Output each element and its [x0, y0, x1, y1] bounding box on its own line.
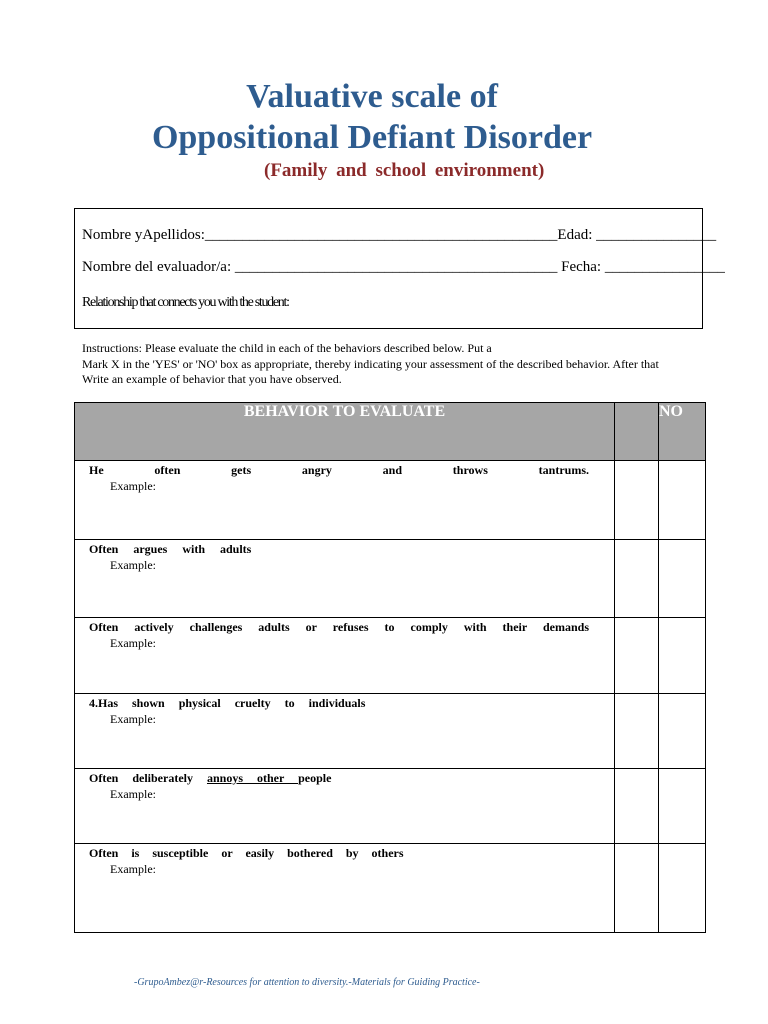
behavior-text: Often argues with adults — [89, 542, 252, 556]
yes-checkbox-cell[interactable] — [615, 694, 659, 769]
subtitle: (Family and school environment) — [264, 160, 545, 181]
date-blank[interactable]: ________________ — [604, 259, 725, 275]
instructions-line: Instructions: Please evaluate the child in each of the behaviors described below. Put a — [82, 341, 492, 355]
title-line-1: Valuative scale of — [246, 78, 498, 115]
no-checkbox-cell[interactable] — [659, 694, 706, 769]
no-header: NO — [659, 403, 706, 461]
behavior-cell — [75, 618, 615, 694]
evaluator-label: Nombre del evaluador/a: — [82, 259, 232, 275]
example-label: Example: — [110, 558, 156, 572]
name-blank[interactable]: _______________________________________________ — [204, 227, 558, 243]
behavior-cell — [75, 769, 615, 844]
evaluator-blank[interactable]: ___________________________________________ — [234, 259, 558, 275]
yes-checkbox-cell[interactable] — [615, 540, 659, 618]
age-label: Edad: — [557, 227, 593, 243]
behavior-text: Often deliberately annoys other people — [89, 771, 332, 785]
behavior-cell — [75, 844, 615, 933]
no-checkbox-cell[interactable] — [659, 461, 706, 540]
table-row — [75, 769, 706, 844]
yes-checkbox-cell[interactable] — [615, 461, 659, 540]
example-label: Example: — [110, 479, 156, 493]
behavior-text: Often is susceptible or easily bothered by others — [89, 846, 404, 860]
example-label: Example: — [110, 712, 156, 726]
example-label: Example: — [110, 862, 156, 876]
behavior-text: He often gets angry and throws tantrums. — [89, 463, 589, 477]
table-row — [75, 540, 706, 618]
instructions-line: Write an example of behavior that you have observed. — [82, 372, 342, 386]
behavior-cell — [75, 694, 615, 769]
behavior-text: Often actively challenges adults or refuses to comply with their demands — [89, 620, 589, 634]
evaluation-table — [74, 402, 706, 933]
instructions-line: Mark X in the 'YES' or 'NO' box as appropriate, thereby indicating your assessment of the described behavior. After that — [82, 356, 659, 371]
no-checkbox-cell[interactable] — [659, 769, 706, 844]
table-row — [75, 844, 706, 933]
example-label: Example: — [110, 787, 156, 801]
yes-checkbox-cell[interactable] — [615, 618, 659, 694]
relationship-label: Relationship that connects you with the student: — [82, 295, 289, 310]
info-box — [74, 208, 725, 329]
table-row — [75, 694, 706, 769]
table-header-row — [75, 403, 706, 461]
title-line-2: Oppositional Defiant Disorder — [151, 119, 593, 156]
example-label: Example: — [110, 636, 156, 650]
no-checkbox-cell[interactable] — [659, 844, 706, 933]
behavior-cell — [75, 540, 615, 618]
behavior-cell — [75, 461, 615, 540]
behavior-text: 4.Has shown physical cruelty to individuals — [89, 696, 366, 710]
date-label: Fecha: — [561, 259, 602, 275]
behavior-header: BEHAVIOR TO EVALUATE — [75, 403, 615, 461]
yes-header — [615, 403, 659, 461]
name-label: Nombre yApellidos: — [82, 227, 205, 243]
name-line — [82, 227, 716, 244]
footer: -GrupoAmbez@r-Resources for attention to diversity.-Materials for Guiding Practice- — [134, 977, 480, 988]
table-row — [75, 618, 706, 694]
yes-checkbox-cell[interactable] — [615, 844, 659, 933]
no-checkbox-cell[interactable] — [659, 540, 706, 618]
yes-checkbox-cell[interactable] — [615, 769, 659, 844]
age-blank[interactable]: ________________ — [596, 227, 717, 243]
instructions — [82, 341, 722, 388]
evaluator-line — [82, 259, 725, 276]
no-checkbox-cell[interactable] — [659, 618, 706, 694]
table-row — [75, 461, 706, 540]
